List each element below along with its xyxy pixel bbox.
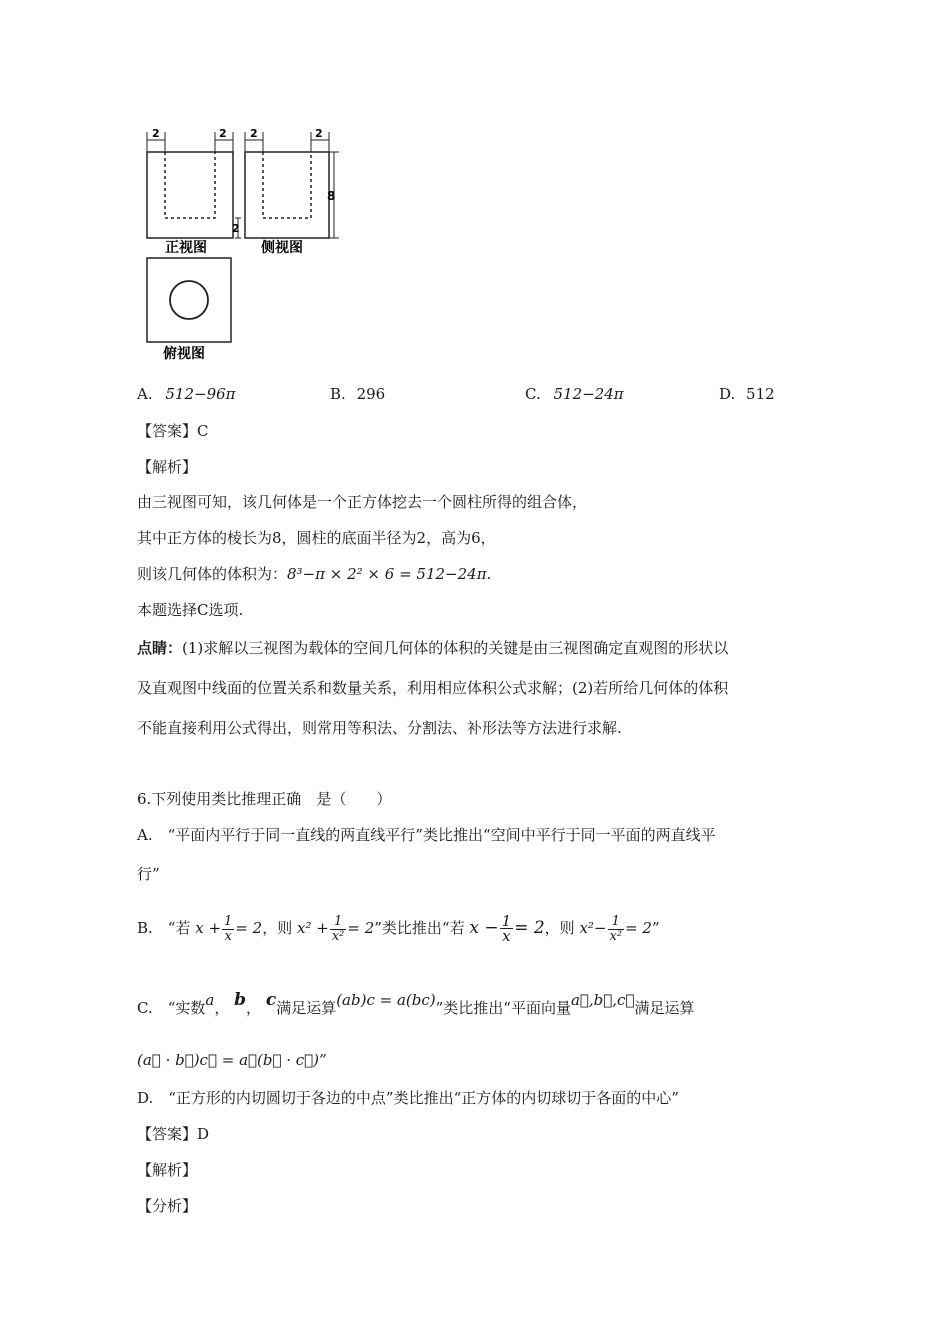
q6-c-eq-1: (ab)c = a(bc) bbox=[336, 991, 436, 1009]
tip-label: 点睛： bbox=[137, 639, 183, 657]
option-d-key: D. bbox=[719, 385, 736, 403]
q5-answer: 【答案】C bbox=[137, 422, 209, 440]
q6-c-analogy: ”类比推出“平面向量 bbox=[435, 999, 571, 1017]
q6-b-formula-4: x²− $\frac{1}{\text{x²}}$ = 2 bbox=[579, 913, 652, 944]
q6-answer: 【答案】D bbox=[137, 1125, 210, 1143]
label-side-view: 侧视图 bbox=[261, 240, 303, 256]
q5-line-4: 本题选择C选项. bbox=[137, 601, 244, 619]
q5-line-1: 由三视图可知，该几何体是一个正方体挖去一个圆柱所得的组合体， bbox=[137, 493, 588, 511]
option-a bbox=[137, 384, 236, 404]
q6-b-formula-3: x − $\frac{1}{x}$ = 2 bbox=[469, 912, 545, 945]
option-a-key: A. bbox=[137, 385, 153, 403]
q6-option-d: D. “正方形的内切圆切于各边的中点”类比推出“正方体的内切球切于各面的中心” bbox=[137, 1089, 679, 1107]
q6-option-b bbox=[137, 914, 660, 944]
label-top-view: 俯视图 bbox=[163, 346, 205, 362]
q6-c-satisfy-1: 满足运算 bbox=[276, 999, 337, 1017]
q6-b-analogy: ”类比推出“若 bbox=[374, 919, 465, 937]
tip-text-1: (1)求解以三视图为载体的空间几何体的体积的关键是由三视图确定直观图的形状以 bbox=[182, 639, 729, 657]
dim-height: 8 bbox=[327, 189, 336, 203]
q6-b-formula-1: x + $\frac{1}{x}$ = 2 bbox=[195, 913, 263, 944]
option-b bbox=[330, 384, 385, 404]
three-views-figure bbox=[143, 124, 343, 368]
label-front-view: 正视图 bbox=[165, 240, 207, 256]
option-c bbox=[525, 384, 624, 404]
q6-c-var-a: a bbox=[205, 991, 215, 1009]
dim-bottom-gap: 2 bbox=[232, 222, 240, 235]
option-d bbox=[719, 384, 775, 404]
option-a-text: 512−96π bbox=[165, 385, 236, 403]
dim-side-left: 2 bbox=[250, 127, 258, 140]
top-view-square bbox=[147, 258, 231, 342]
q6-b-end-quote: ” bbox=[651, 919, 660, 937]
side-view-hidden-cylinder bbox=[263, 152, 311, 218]
q6-b-formula-2: x² + $\frac{1}{\text{x²}}$ = 2 bbox=[297, 913, 375, 944]
dim-front-left: 2 bbox=[152, 127, 160, 140]
option-c-key: C. bbox=[525, 385, 541, 403]
q5-volume-formula: 8³−π × 2² × 6 = 512−24π. bbox=[287, 565, 492, 583]
q6-analysis-title: 【解析】 bbox=[137, 1161, 198, 1179]
top-view-circle bbox=[170, 281, 208, 319]
tip-line-3: 不能直接利用公式得出，则常用等积法、分割法、补形法等方法进行求解. bbox=[137, 719, 622, 737]
q6-c-var-b: b bbox=[234, 990, 247, 1010]
dim-side-right: 2 bbox=[315, 127, 323, 140]
front-view-hidden-cylinder bbox=[165, 152, 215, 218]
q6-option-b-key: B. “若 bbox=[137, 919, 191, 937]
tip-line-2: 及直观图中线面的位置关系和数量关系，利用相应体积公式求解；(2)若所给几何体的体积 bbox=[137, 679, 729, 697]
front-view-square bbox=[147, 152, 233, 238]
option-d-text: 512 bbox=[746, 385, 775, 403]
side-view-square bbox=[245, 152, 329, 238]
option-c-text: 512−24π bbox=[553, 385, 624, 403]
q5-analysis-title: 【解析】 bbox=[137, 458, 198, 476]
q6-b-then-1: ，则 bbox=[262, 919, 293, 937]
q6-option-a-line-1: A. “平面内平行于同一直线的两直线平行”类比推出“空间中平行于同一平面的两直线平 bbox=[137, 826, 716, 844]
q6-option-a-line-2: 行” bbox=[137, 865, 160, 883]
tip-line-1 bbox=[137, 638, 728, 658]
q6-option-c-key: C. “实数 bbox=[137, 999, 206, 1017]
q6-c-var-c: c bbox=[265, 990, 277, 1010]
q6-option-c: C. “实数a， b， c满足运算(ab)c = a(bc)”类比推出“平面向量a⃗,b⃗,c⃗满足运算 bbox=[137, 990, 695, 1017]
q5-line-2: 其中正方体的棱长为8，圆柱的底面半径为2，高为6， bbox=[137, 529, 496, 547]
q6-c-eq-2: (a⃗ · b⃗)c⃗ = a⃗(b⃗ · c⃗)” bbox=[137, 1051, 327, 1069]
q5-line-3-prefix: 则该几何体的体积为： bbox=[137, 565, 288, 583]
option-b-text: 296 bbox=[356, 385, 386, 403]
option-b-key: B. bbox=[330, 385, 346, 403]
q6-stem: 6.下列使用类比推理正确 是（ ） bbox=[137, 790, 392, 808]
q6-b-then-2: ，则 bbox=[544, 919, 575, 937]
q6-fenxi-title: 【分析】 bbox=[137, 1197, 198, 1215]
q6-c-vectors: a⃗,b⃗,c⃗ bbox=[570, 991, 635, 1009]
dim-front-right: 2 bbox=[219, 127, 227, 140]
three-views-svg bbox=[143, 124, 343, 364]
q5-line-3 bbox=[137, 564, 491, 584]
q6-c-satisfy-2: 满足运算 bbox=[634, 999, 695, 1017]
